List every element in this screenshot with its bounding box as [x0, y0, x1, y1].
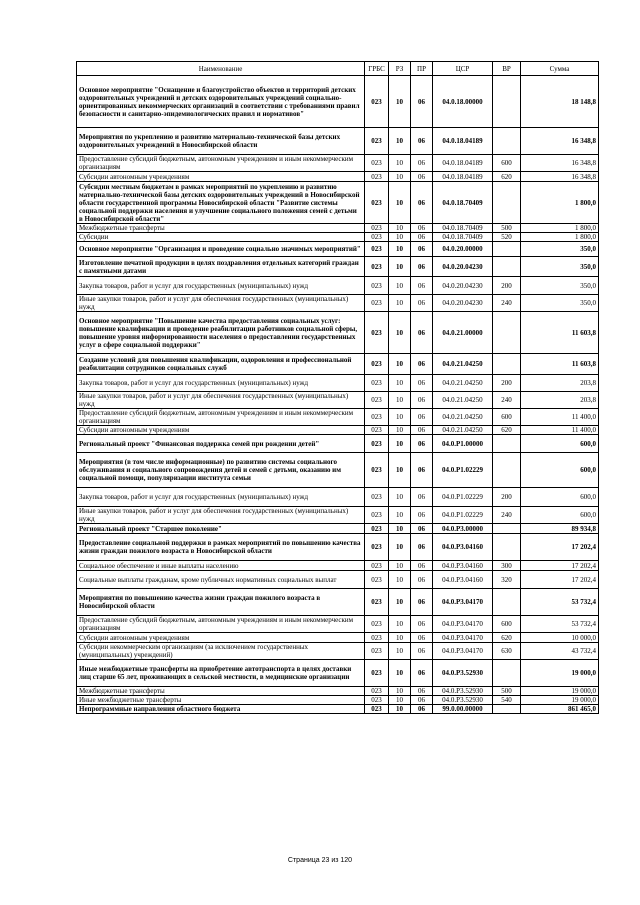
cell-csr: 04.0.18.04189	[433, 172, 493, 182]
cell-name: Закупка товаров, работ и услуг для государственных (муниципальных) нужд	[77, 277, 365, 295]
cell-name: Региональный проект "Старшее поколение"	[77, 524, 365, 534]
table-row	[77, 524, 599, 534]
cell-grbs: 023	[365, 534, 389, 561]
cell-rz: 10	[389, 435, 411, 453]
cell-rz: 10	[389, 242, 411, 257]
cell-rz: 10	[389, 295, 411, 312]
cell-csr: 04.0.P3.04160	[433, 561, 493, 571]
cell-sum: 1 800,0	[521, 233, 599, 242]
cell-name: Субсидии автономным учреждениям	[77, 172, 365, 182]
cell-name: Региональный проект "Финансовая поддержка семей при рождении детей"	[77, 435, 365, 453]
table-row	[77, 426, 599, 435]
cell-vr	[493, 589, 521, 616]
cell-vr	[493, 242, 521, 257]
cell-vr: 600	[493, 616, 521, 633]
cell-grbs: 023	[365, 488, 389, 507]
cell-name: Субсидии	[77, 233, 365, 242]
cell-grbs: 023	[365, 524, 389, 534]
cell-sum: 203,8	[521, 392, 599, 409]
cell-rz: 10	[389, 409, 411, 426]
cell-sum: 600,0	[521, 488, 599, 507]
cell-name: Социальное обеспечение и иные выплаты населению	[77, 561, 365, 571]
cell-vr: 500	[493, 224, 521, 233]
page-number: Страница 23 из 120	[287, 857, 353, 864]
cell-csr: 04.0.21.04250	[433, 375, 493, 392]
cell-sum: 350,0	[521, 295, 599, 312]
cell-sum: 89 934,8	[521, 524, 599, 534]
table-row	[77, 633, 599, 643]
table-row	[77, 375, 599, 392]
cell-grbs: 023	[365, 128, 389, 155]
cell-pr: 06	[411, 257, 433, 277]
cell-sum: 53 732,4	[521, 616, 599, 633]
cell-vr: 620	[493, 633, 521, 643]
cell-vr	[493, 524, 521, 534]
cell-sum: 16 348,8	[521, 172, 599, 182]
cell-grbs: 023	[365, 589, 389, 616]
cell-grbs: 023	[365, 242, 389, 257]
cell-pr: 06	[411, 589, 433, 616]
cell-sum: 350,0	[521, 257, 599, 277]
cell-csr: 04.0.P3.52930	[433, 696, 493, 705]
table-row	[77, 705, 599, 714]
header-pr: ПР	[411, 62, 433, 76]
cell-vr: 300	[493, 561, 521, 571]
table-row	[77, 172, 599, 182]
cell-rz: 10	[389, 233, 411, 242]
cell-grbs: 023	[365, 182, 389, 224]
table-row	[77, 435, 599, 453]
cell-grbs: 023	[365, 295, 389, 312]
cell-vr: 620	[493, 172, 521, 182]
cell-csr: 04.0.P3.04170	[433, 616, 493, 633]
cell-pr: 06	[411, 435, 433, 453]
cell-csr: 04.0.P3.04170	[433, 633, 493, 643]
cell-pr: 06	[411, 687, 433, 696]
cell-vr: 600	[493, 409, 521, 426]
cell-vr: 320	[493, 571, 521, 589]
cell-rz: 10	[389, 426, 411, 435]
cell-rz: 10	[389, 643, 411, 660]
cell-pr: 06	[411, 172, 433, 182]
table-row	[77, 277, 599, 295]
cell-csr: 04.0.20.00000	[433, 242, 493, 257]
cell-pr: 06	[411, 392, 433, 409]
cell-sum: 19 000,0	[521, 696, 599, 705]
cell-pr: 06	[411, 561, 433, 571]
cell-grbs: 023	[365, 375, 389, 392]
cell-rz: 10	[389, 507, 411, 524]
cell-csr: 04.0.18.70409	[433, 224, 493, 233]
table-row	[77, 182, 599, 224]
cell-name: Субсидии некоммерческим организациям (за исключением государственных (муниципальных) учреждений)	[77, 643, 365, 660]
table-row	[77, 488, 599, 507]
cell-name: Иные закупки товаров, работ и услуг для обеспечения государственных (муниципальных) нужд	[77, 507, 365, 524]
cell-name: Основное мероприятие "Оснащение и благоустройство объектов и территорий детских оздоровительных учреждений и детских оздоровительных учреждений социально-ориентированных некоммерческих организаций в соответствии с требованиями правил безопасности и санитарно-эпидемиологических правил и нормативов"	[77, 76, 365, 128]
cell-csr: 04.0.P1.02229	[433, 453, 493, 488]
cell-pr: 06	[411, 660, 433, 687]
cell-rz: 10	[389, 277, 411, 295]
cell-sum: 11 603,8	[521, 312, 599, 354]
cell-name: Предоставление субсидий бюджетным, автономным учреждениям и иным некоммерческим организациям	[77, 616, 365, 633]
cell-rz: 10	[389, 257, 411, 277]
cell-pr: 06	[411, 375, 433, 392]
cell-pr: 06	[411, 507, 433, 524]
cell-vr: 600	[493, 155, 521, 172]
table-row	[77, 643, 599, 660]
cell-vr: 240	[493, 295, 521, 312]
cell-sum: 53 732,4	[521, 589, 599, 616]
cell-grbs: 023	[365, 696, 389, 705]
cell-name: Создание условий для повышения квалификации, оздоровления и профессиональной реабилитации сотрудников социальных служб	[77, 354, 365, 375]
cell-rz: 10	[389, 172, 411, 182]
cell-name: Субсидии автономным учреждениям	[77, 426, 365, 435]
cell-grbs: 023	[365, 705, 389, 714]
cell-vr	[493, 257, 521, 277]
cell-name: Закупка товаров, работ и услуг для государственных (муниципальных) нужд	[77, 375, 365, 392]
cell-grbs: 023	[365, 233, 389, 242]
cell-grbs: 023	[365, 312, 389, 354]
cell-pr: 06	[411, 242, 433, 257]
cell-sum: 19 000,0	[521, 687, 599, 696]
cell-csr: 04.0.21.04250	[433, 354, 493, 375]
table-row	[77, 561, 599, 571]
cell-name: Предоставление субсидий бюджетным, автономным учреждениям и иным некоммерческим организациям	[77, 155, 365, 172]
cell-sum: 16 348,8	[521, 155, 599, 172]
header-sum: Сумма	[521, 62, 599, 76]
cell-sum: 11 400,0	[521, 409, 599, 426]
cell-pr: 06	[411, 128, 433, 155]
cell-vr	[493, 182, 521, 224]
cell-grbs: 023	[365, 224, 389, 233]
cell-name: Социальные выплаты гражданам, кроме публичных нормативных социальных выплат	[77, 571, 365, 589]
cell-grbs: 023	[365, 435, 389, 453]
cell-vr: 540	[493, 696, 521, 705]
cell-vr	[493, 312, 521, 354]
cell-pr: 06	[411, 155, 433, 172]
cell-rz: 10	[389, 696, 411, 705]
cell-sum: 19 000,0	[521, 660, 599, 687]
cell-csr: 04.0.20.04230	[433, 277, 493, 295]
cell-pr: 06	[411, 633, 433, 643]
cell-sum: 350,0	[521, 242, 599, 257]
cell-pr: 06	[411, 705, 433, 714]
cell-pr: 06	[411, 534, 433, 561]
cell-grbs: 023	[365, 354, 389, 375]
table-row	[77, 534, 599, 561]
cell-vr	[493, 76, 521, 128]
cell-rz: 10	[389, 571, 411, 589]
table-row	[77, 453, 599, 488]
cell-csr: 04.0.21.04250	[433, 392, 493, 409]
table-row	[77, 687, 599, 696]
cell-vr	[493, 534, 521, 561]
cell-pr: 06	[411, 409, 433, 426]
cell-sum: 600,0	[521, 507, 599, 524]
cell-name: Межбюджетные трансферты	[77, 687, 365, 696]
table-row	[77, 257, 599, 277]
table-row	[77, 696, 599, 705]
cell-name: Субсидии местным бюджетам в рамках мероприятий по укреплению и развитию материально-технической базы детских оздоровительных учреждений в Новосибирской области государственной программы Новосибирской области "Развитие системы социальной поддержки населения и улучшение социального положения семей с детьми в Новосибирской области"	[77, 182, 365, 224]
table-row	[77, 312, 599, 354]
cell-rz: 10	[389, 128, 411, 155]
cell-vr: 240	[493, 392, 521, 409]
cell-vr	[493, 354, 521, 375]
cell-vr	[493, 435, 521, 453]
cell-csr: 04.0.18.04189	[433, 128, 493, 155]
cell-pr: 06	[411, 643, 433, 660]
cell-grbs: 023	[365, 687, 389, 696]
cell-csr: 04.0.P1.02229	[433, 488, 493, 507]
cell-sum: 861 465,0	[521, 705, 599, 714]
cell-csr: 04.0.21.04250	[433, 409, 493, 426]
cell-pr: 06	[411, 76, 433, 128]
cell-csr: 04.0.P1.02229	[433, 507, 493, 524]
cell-name: Предоставление субсидий бюджетным, автономным учреждениям и иным некоммерческим организациям	[77, 409, 365, 426]
cell-grbs: 023	[365, 660, 389, 687]
table-row	[77, 507, 599, 524]
cell-csr: 04.0.18.70409	[433, 233, 493, 242]
table-row	[77, 660, 599, 687]
cell-sum: 17 202,4	[521, 534, 599, 561]
cell-pr: 06	[411, 524, 433, 534]
cell-name: Субсидии автономным учреждениям	[77, 633, 365, 643]
cell-rz: 10	[389, 524, 411, 534]
cell-rz: 10	[389, 453, 411, 488]
table-row	[77, 76, 599, 128]
cell-vr: 200	[493, 277, 521, 295]
cell-csr: 99.0.00.00000	[433, 705, 493, 714]
cell-vr	[493, 705, 521, 714]
cell-rz: 10	[389, 687, 411, 696]
budget-table	[76, 61, 599, 714]
cell-sum: 43 732,4	[521, 643, 599, 660]
cell-rz: 10	[389, 561, 411, 571]
cell-csr: 04.0.18.04189	[433, 155, 493, 172]
cell-grbs: 023	[365, 571, 389, 589]
header-row	[77, 62, 599, 76]
cell-csr: 04.0.P3.52930	[433, 687, 493, 696]
cell-csr: 04.0.18.00000	[433, 76, 493, 128]
cell-rz: 10	[389, 354, 411, 375]
cell-csr: 04.0.P3.04170	[433, 643, 493, 660]
cell-grbs: 023	[365, 616, 389, 633]
table-row	[77, 571, 599, 589]
cell-name: Межбюджетные трансферты	[77, 224, 365, 233]
cell-pr: 06	[411, 182, 433, 224]
cell-pr: 06	[411, 453, 433, 488]
cell-sum: 16 348,8	[521, 128, 599, 155]
cell-name: Иные закупки товаров, работ и услуг для обеспечения государственных (муниципальных) нужд	[77, 392, 365, 409]
cell-grbs: 023	[365, 426, 389, 435]
cell-sum: 600,0	[521, 453, 599, 488]
cell-rz: 10	[389, 616, 411, 633]
cell-pr: 06	[411, 488, 433, 507]
cell-name: Мероприятия (в том числе информационные) по развитию системы социального обслуживания и социального сопровождения детей и семей с детьми, оказанию им социальной помощи, популяризации института семьи	[77, 453, 365, 488]
cell-grbs: 023	[365, 155, 389, 172]
cell-grbs: 023	[365, 172, 389, 182]
cell-csr: 04.0.21.04250	[433, 426, 493, 435]
cell-vr: 630	[493, 643, 521, 660]
table-row	[77, 409, 599, 426]
cell-csr: 04.0.18.70409	[433, 182, 493, 224]
cell-name: Иные межбюджетные трансферты	[77, 696, 365, 705]
cell-rz: 10	[389, 392, 411, 409]
cell-rz: 10	[389, 705, 411, 714]
cell-vr: 500	[493, 687, 521, 696]
cell-grbs: 023	[365, 453, 389, 488]
header-grbs: ГРБС	[365, 62, 389, 76]
table-row	[77, 233, 599, 242]
cell-vr: 620	[493, 426, 521, 435]
cell-pr: 06	[411, 277, 433, 295]
table-row	[77, 295, 599, 312]
cell-pr: 06	[411, 295, 433, 312]
cell-vr	[493, 128, 521, 155]
cell-grbs: 023	[365, 257, 389, 277]
cell-rz: 10	[389, 488, 411, 507]
table-row	[77, 128, 599, 155]
table-row	[77, 224, 599, 233]
cell-rz: 10	[389, 182, 411, 224]
cell-grbs: 023	[365, 643, 389, 660]
cell-sum: 350,0	[521, 277, 599, 295]
cell-sum: 10 000,0	[521, 633, 599, 643]
cell-sum: 17 202,4	[521, 571, 599, 589]
cell-vr: 240	[493, 507, 521, 524]
cell-pr: 06	[411, 233, 433, 242]
header-csr: ЦСР	[433, 62, 493, 76]
cell-csr: 04.0.20.04230	[433, 295, 493, 312]
cell-pr: 06	[411, 571, 433, 589]
cell-grbs: 023	[365, 392, 389, 409]
cell-rz: 10	[389, 633, 411, 643]
cell-name: Мероприятия по укреплению и развитию материально-технической базы детских оздоровительных учреждений в Новосибирской области	[77, 128, 365, 155]
cell-sum: 17 202,4	[521, 561, 599, 571]
cell-sum: 1 800,0	[521, 182, 599, 224]
cell-sum: 11 400,0	[521, 426, 599, 435]
cell-csr: 04.0.21.00000	[433, 312, 493, 354]
cell-csr: 04.0.P3.00000	[433, 524, 493, 534]
cell-rz: 10	[389, 660, 411, 687]
cell-pr: 06	[411, 426, 433, 435]
table-row	[77, 155, 599, 172]
header-vr: ВР	[493, 62, 521, 76]
cell-csr: 04.0.P3.04160	[433, 534, 493, 561]
cell-grbs: 023	[365, 633, 389, 643]
cell-name: Закупка товаров, работ и услуг для государственных (муниципальных) нужд	[77, 488, 365, 507]
cell-csr: 04.0.P1.00000	[433, 435, 493, 453]
table-row	[77, 392, 599, 409]
cell-vr	[493, 453, 521, 488]
cell-grbs: 023	[365, 561, 389, 571]
cell-name: Непрограммные направления областного бюджета	[77, 705, 365, 714]
cell-vr: 200	[493, 375, 521, 392]
cell-csr: 04.0.P3.52930	[433, 660, 493, 687]
cell-sum: 18 148,8	[521, 76, 599, 128]
cell-pr: 06	[411, 616, 433, 633]
table-row	[77, 589, 599, 616]
cell-grbs: 023	[365, 76, 389, 128]
cell-rz: 10	[389, 76, 411, 128]
cell-sum: 600,0	[521, 435, 599, 453]
cell-name: Иные закупки товаров, работ и услуг для обеспечения государственных (муниципальных) нужд	[77, 295, 365, 312]
cell-name: Изготовление печатной продукции в целях поздравления отдельных категорий граждан с памятными датами	[77, 257, 365, 277]
cell-rz: 10	[389, 224, 411, 233]
cell-rz: 10	[389, 312, 411, 354]
cell-pr: 06	[411, 696, 433, 705]
cell-sum: 11 603,8	[521, 354, 599, 375]
table-row	[77, 242, 599, 257]
cell-rz: 10	[389, 375, 411, 392]
cell-grbs: 023	[365, 277, 389, 295]
cell-name: Основное мероприятие "Организация и проведение социально значимых мероприятий"	[77, 242, 365, 257]
cell-csr: 04.0.P3.04160	[433, 571, 493, 589]
cell-rz: 10	[389, 589, 411, 616]
cell-vr: 520	[493, 233, 521, 242]
cell-grbs: 023	[365, 409, 389, 426]
header-name: Наименование	[77, 62, 365, 76]
cell-pr: 06	[411, 354, 433, 375]
cell-sum: 203,8	[521, 375, 599, 392]
table-row	[77, 616, 599, 633]
table-row	[77, 354, 599, 375]
cell-rz: 10	[389, 534, 411, 561]
cell-sum: 1 800,0	[521, 224, 599, 233]
cell-pr: 06	[411, 312, 433, 354]
cell-vr	[493, 660, 521, 687]
cell-name: Иные межбюджетные трансферты на приобретение автотранспорта в целях доставки лиц старше 65 лет, проживающих в сельской местности, в медицинские организации	[77, 660, 365, 687]
cell-name: Мероприятия по повышению качества жизни граждан пожилого возраста в Новосибирской области	[77, 589, 365, 616]
cell-csr: 04.0.P3.04170	[433, 589, 493, 616]
cell-csr: 04.0.20.04230	[433, 257, 493, 277]
cell-rz: 10	[389, 155, 411, 172]
cell-name: Предоставление социальной поддержки в рамках мероприятий по повышению качества жизни граждан пожилого возраста в Новосибирской области	[77, 534, 365, 561]
cell-grbs: 023	[365, 507, 389, 524]
cell-pr: 06	[411, 224, 433, 233]
cell-vr: 200	[493, 488, 521, 507]
header-rz: РЗ	[389, 62, 411, 76]
cell-name: Основное мероприятие "Повышение качества предоставления социальных услуг: повышение квалификации и проведение реабилитации работников социальной сферы, повышение уровня информированности населения о предоставлении государственных услуг в сфере социальной поддержки"	[77, 312, 365, 354]
